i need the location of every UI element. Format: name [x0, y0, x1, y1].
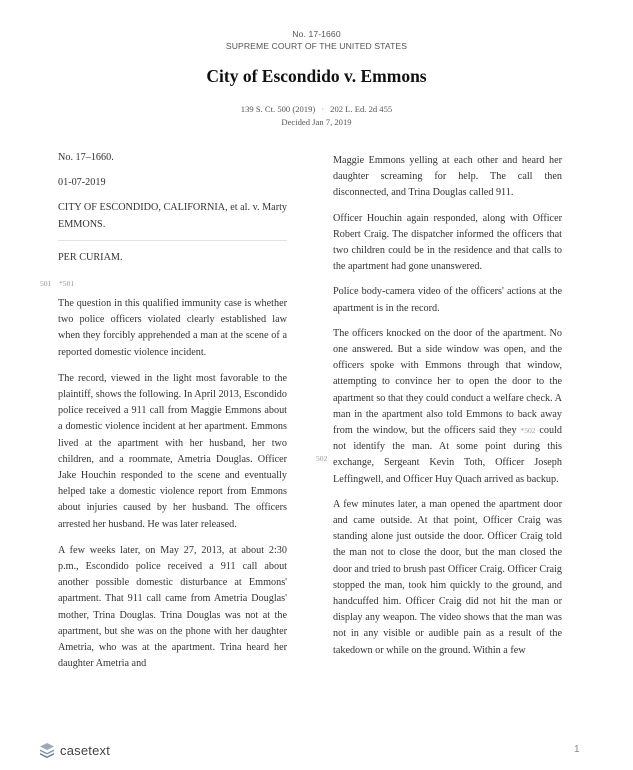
section-divider	[58, 240, 287, 241]
court-name: SUPREME COURT OF THE UNITED STATES	[225, 41, 408, 51]
star-page-marker[interactable]: *502	[520, 426, 536, 436]
page-margin-number: 501	[40, 279, 52, 288]
paragraph-text: could not identify the man. At some point during this exchange, Sergeant Kevin Toth, Officer Joseph Leffingwell, and Officer Huy Quach arrived as backup.	[333, 425, 562, 485]
casetext-stack-icon	[38, 741, 56, 759]
decided-date: Decided Jan 7, 2019	[281, 117, 352, 127]
opinion-paragraph: Police body-camera video of the officers' actions at the apartment is in the record.	[333, 286, 562, 314]
right-column	[333, 153, 562, 666]
page-margin-number: 502	[316, 454, 328, 463]
opinion-paragraph	[333, 326, 562, 488]
citation-led[interactable]: 202 L. Ed. 2d 455	[330, 104, 393, 114]
page-number: 1	[574, 744, 580, 755]
paragraph-text: The officers knocked on the door of the apartment. No one answered. But a side window was open, and the officers spoke with Emmons through that window, attempting to convince her to open the door to the apartment so that they could conduct a welfare check. A man in the apartment also told Emmons to back away from the window, but the officers said they	[333, 327, 562, 437]
opinion-paragraph: The record, viewed in the light most favorable to the plaintiff, shows the following. In April 2013, Escondido police received a 911 call from Maggie Emmons about a domestic violence incident at her apartment. Emmons lived at the apartment with her husband, her two children, and a roommate, Ametria Douglas. Officer Jake Houchin responded to the scene and eventually helped take a domestic violence report from Emmons about injuries caused by her husband. The officers arrested her husband. He was later released.	[58, 372, 287, 530]
case-date: 01-07-2019	[58, 177, 106, 189]
opinion-paragraph: The question in this qualified immunity case is whether two police officers violated clearly established law when they forcibly apprehended a man at the scene of a reported domestic violence incident.	[58, 298, 287, 358]
case-number: No. 17–1660.	[58, 152, 114, 163]
star-page-marker[interactable]: *501	[59, 279, 75, 288]
per-curiam: PER CURIAM.	[58, 251, 123, 263]
citations	[0, 104, 633, 114]
case-title: City of Escondido v. Emmons	[206, 66, 427, 86]
opinion-paragraph: A few minutes later, a man opened the apartment door and came outside. At that point, Officer Craig was standing alone just outside the door. Officer Craig told the man not to close the door, but the man closed the door and tried to brush past Officer Craig. Officer Craig stopped the man, took him quickly to the ground, and handcuffed him. Officer Craig did not hit the man or display any weapon. The video shows that the man was not in any visible or audible pain as a result of the takedown or while on the ground. Within a few	[333, 498, 562, 656]
opinion-paragraph: Maggie Emmons yelling at each other and heard her daughter screaming for help. The call then disconnected, and Trina Douglas called 911.	[333, 155, 562, 199]
opinion-paragraph: A few weeks later, on May 27, 2013, at about 2:30 p.m., Escondido police received a 911 call about another possible domestic disturbance at Emmons' apartment. That 911 call came from Ametria Douglas' mother, Trina Douglas. Trina Douglas was not at the apartment, but she was on the phone with her daughter Ametria, who was at the apartment. Trina heard her daughter Ametria and	[58, 544, 287, 670]
citation-sct[interactable]: 139 S. Ct. 500 (2019)	[240, 104, 316, 114]
opinion-paragraph: Officer Houchin again responded, along with Officer Robert Craig. The dispatcher informed the officers that two children could be in the residence and that calls to the apartment had gone unanswered.	[333, 212, 562, 273]
separator-dot: ·	[321, 104, 325, 114]
docket-number: No. 17-1660	[292, 29, 341, 39]
case-parties: CITY OF ESCONDIDO, CALIFORNIA, et al. v. Marty EMMONS.	[58, 202, 288, 230]
left-column	[58, 150, 287, 679]
casetext-logo[interactable]	[38, 741, 110, 759]
brand-name: casetext	[60, 742, 111, 758]
